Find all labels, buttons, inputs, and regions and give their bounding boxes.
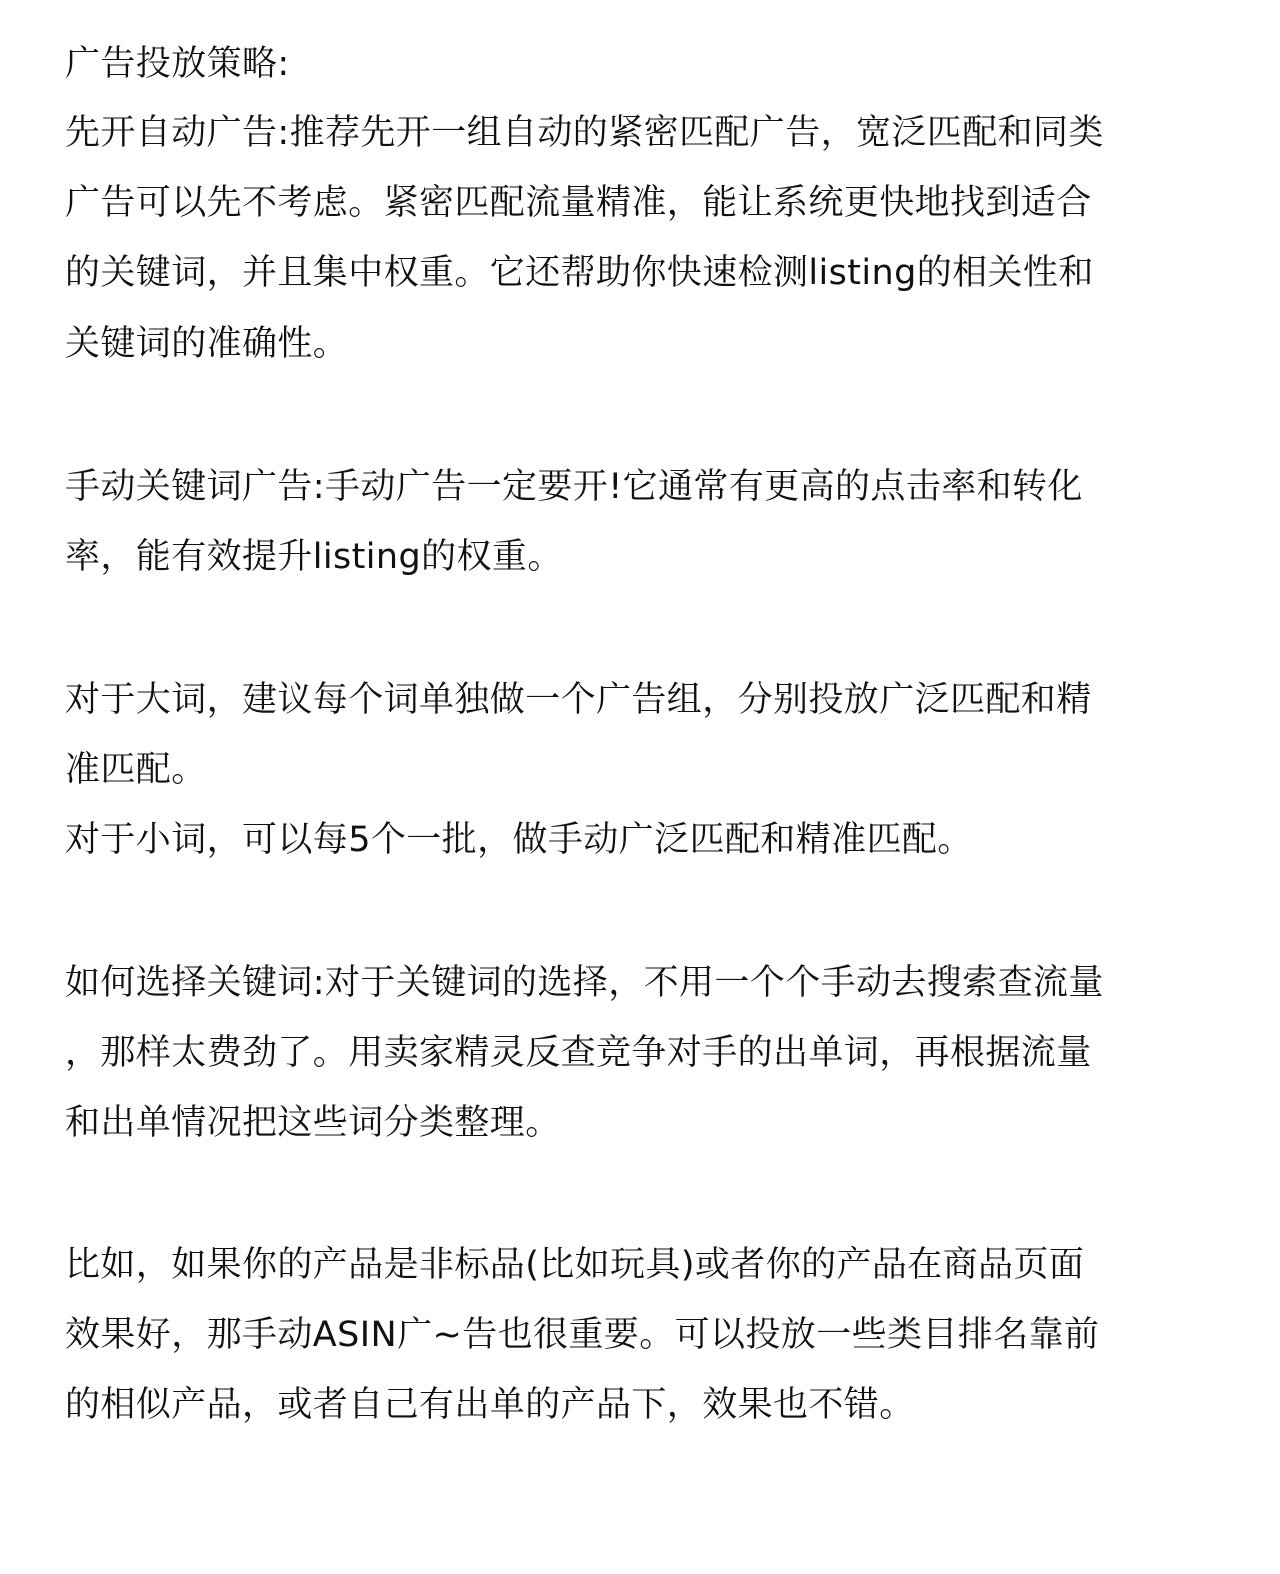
paragraph-2-line-1: 手动关键词广告:手动广告一定要开!它通常有更高的点击率和转化 <box>65 467 1083 507</box>
paragraph-4-line-3: 和出单情况把这些词分类整理。 <box>65 1103 561 1143</box>
paragraph-1-line-2: 广告可以先不考虑。紧密匹配流量精准，能让系统更快地找到适合 <box>65 183 1092 223</box>
paragraph-2-line-2: 率，能有效提升listing的权重。 <box>65 537 563 577</box>
paragraph-1-line-1: 先开自动广告:推荐先开一组自动的紧密匹配广告，宽泛匹配和同类 <box>65 113 1104 153</box>
paragraph-5-line-3: 的相似产品，或者自己有出单的产品下，效果也不错。 <box>65 1385 915 1425</box>
paragraph-1-line-4: 关键词的准确性。 <box>65 324 349 364</box>
paragraph-5-line-1: 比如，如果你的产品是非标品(比如玩具)或者你的产品在商品页面 <box>65 1245 1085 1285</box>
paragraph-4-line-1: 如何选择关键词:对于关键词的选择，不用一个个手动去搜索查流量 <box>65 963 1104 1003</box>
paragraph-3-line-2: 准匹配。 <box>65 750 207 790</box>
paragraph-5-line-2: 效果好，那手动ASIN广~告也很重要。可以投放一些类目排名靠前 <box>65 1315 1100 1355</box>
paragraph-1-line-3: 的关键词，并且集中权重。它还帮助你快速检测listing的相关性和 <box>65 253 1094 293</box>
paragraph-3-line-1: 对于大词，建议每个词单独做一个广告组，分别投放广泛匹配和精 <box>65 680 1092 720</box>
paragraph-4-line-2: ，那样太费劲了。用卖家精灵反查竞争对手的出单词，再根据流量 <box>65 1033 1092 1073</box>
document-heading: 广告投放策略: <box>65 44 290 84</box>
paragraph-3-line-3: 对于小词，可以每5个一批，做手动广泛匹配和精准匹配。 <box>65 820 973 860</box>
